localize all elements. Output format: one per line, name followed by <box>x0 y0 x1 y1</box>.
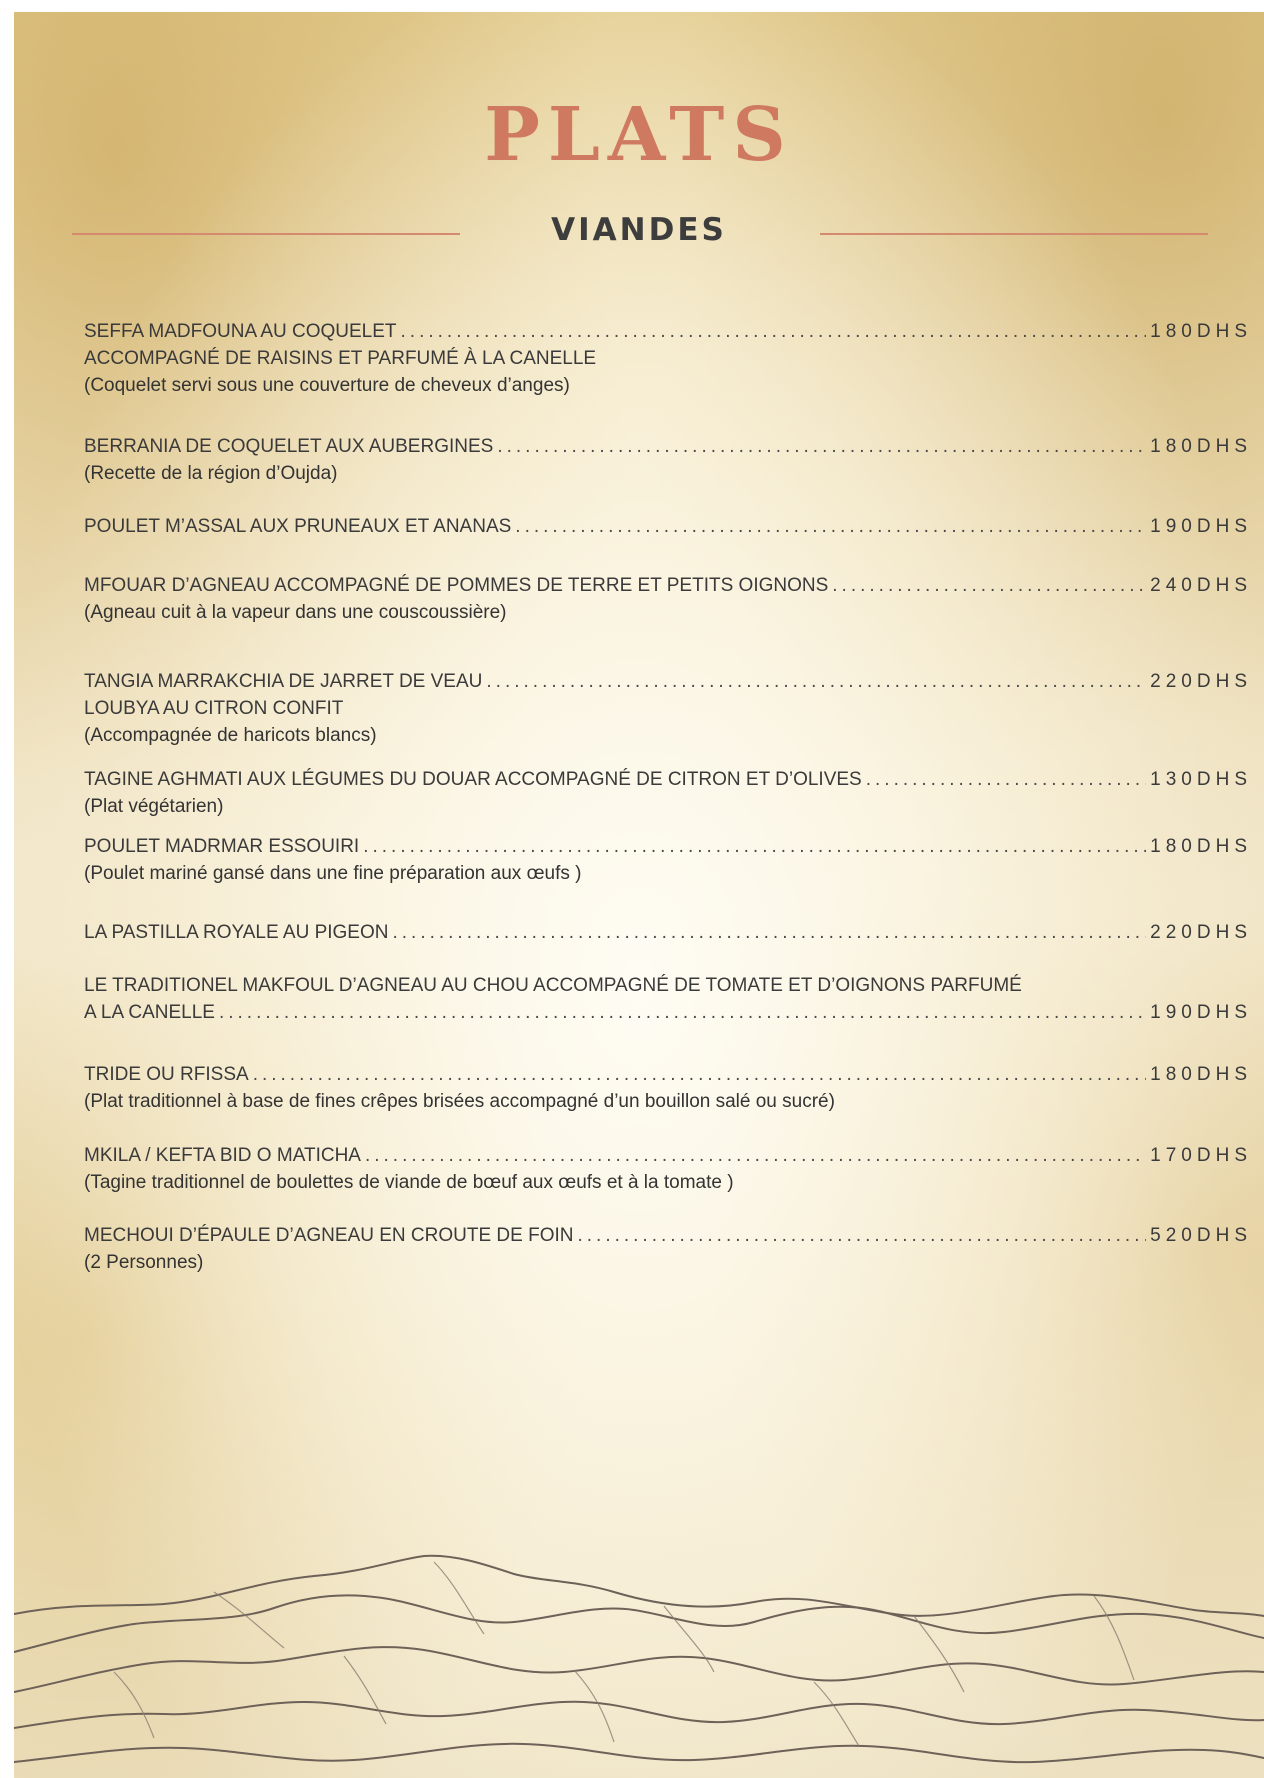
menu-item-line <box>84 1061 1252 1088</box>
menu-item-line <box>84 919 1252 946</box>
menu-item-line <box>84 572 1252 599</box>
dot-leader <box>219 999 1146 1026</box>
menu-item <box>84 919 1252 946</box>
dish-price: 180DHS <box>1150 321 1252 342</box>
dish-note: (Agneau cuit à la vapeur dans une couscoussière) <box>84 602 507 623</box>
menu-item <box>84 318 1252 399</box>
dish-name: TANGIA MARRAKCHIA DE JARRET DE VEAU <box>84 671 483 692</box>
menu-item <box>84 1142 1252 1196</box>
divider-right <box>820 233 1208 235</box>
menu-item <box>84 766 1252 820</box>
menu-item <box>84 668 1252 749</box>
mountain-illustration <box>14 1552 1264 1778</box>
dot-leader <box>365 1142 1146 1169</box>
dot-leader <box>253 1061 1146 1088</box>
dish-name: A LA CANELLE <box>84 1002 215 1023</box>
menu-item <box>84 572 1252 626</box>
dish-name: MFOUAR D’AGNEAU ACCOMPAGNÉ DE POMMES DE TERRE ET PETITS OIGNONS <box>84 575 829 596</box>
section-header <box>14 212 1264 256</box>
dish-name: BERRANIA DE COQUELET AUX AUBERGINES <box>84 436 494 457</box>
dish-name: MKILA / KEFTA BID O MATICHA <box>84 1145 361 1166</box>
dish-price: 180DHS <box>1150 1064 1252 1085</box>
menu-item-line <box>84 513 1252 540</box>
dish-price: 220DHS <box>1150 922 1252 943</box>
dish-name: MECHOUI D’ÉPAULE D’AGNEAU EN CROUTE DE FOIN <box>84 1225 574 1246</box>
dish-price: 520DHS <box>1150 1225 1252 1246</box>
menu-item <box>84 833 1252 887</box>
dot-leader <box>392 919 1146 946</box>
dish-note: (Accompagnée de haricots blancs) <box>84 725 377 746</box>
dot-leader <box>363 833 1146 860</box>
menu-item-line <box>84 1222 1252 1249</box>
page-title: PLATS <box>484 92 794 178</box>
dish-name: POULET MADRMAR ESSOUIRI <box>84 836 360 857</box>
dish-note: (Poulet mariné gansé dans une fine préparation aux œufs ) <box>84 863 582 884</box>
dish-name: POULET M’ASSAL AUX PRUNEAUX ET ANANAS <box>84 516 512 537</box>
dish-price: 190DHS <box>1150 516 1252 537</box>
dot-leader <box>486 668 1146 695</box>
dot-leader <box>497 433 1146 460</box>
menu-item-line <box>84 833 1252 860</box>
menu-item <box>84 1222 1252 1276</box>
dish-price: 180DHS <box>1150 436 1252 457</box>
dish-subtitle: ACCOMPAGNÉ DE RAISINS ET PARFUMÉ À LA CANELLE <box>84 348 597 369</box>
dish-name: TAGINE AGHMATI AUX LÉGUMES DU DOUAR ACCOMPAGNÉ DE CITRON ET D’OLIVES <box>84 769 862 790</box>
dish-note: (Plat végétarien) <box>84 796 224 817</box>
dish-note: (Tagine traditionnel de boulettes de viande de bœuf aux œufs et à la tomate ) <box>84 1172 734 1193</box>
dish-price: 170DHS <box>1150 1145 1252 1166</box>
dish-price: 190DHS <box>1150 1002 1252 1023</box>
menu-page <box>14 12 1264 1778</box>
dot-leader <box>401 318 1147 345</box>
dish-name: SEFFA MADFOUNA AU COQUELET <box>84 321 397 342</box>
dot-leader <box>515 513 1146 540</box>
menu-item <box>84 433 1252 487</box>
menu-item-line <box>84 318 1252 345</box>
dish-note: (Plat traditionnel à base de fines crêpes brisées accompagné d’un bouillon salé ou sucré) <box>84 1091 835 1112</box>
menu-item <box>84 513 1252 540</box>
dot-leader <box>832 572 1146 599</box>
dish-note: (Coquelet servi sous une couverture de cheveux d’anges) <box>84 375 570 396</box>
dish-name: TRIDE OU RFISSA <box>84 1064 249 1085</box>
dish-subtitle: LOUBYA AU CITRON CONFIT <box>84 698 344 719</box>
dish-price: 220DHS <box>1150 671 1252 692</box>
dot-leader <box>577 1222 1146 1249</box>
menu-item <box>84 972 1252 1026</box>
menu-item-line <box>84 766 1252 793</box>
menu-item-line <box>84 433 1252 460</box>
dish-name-first-line: LE TRADITIONEL MAKFOUL D’AGNEAU AU CHOU ACCOMPAGNÉ DE TOMATE ET D’OIGNONS PARFUMÉ <box>84 975 1022 996</box>
dish-price: 240DHS <box>1150 575 1252 596</box>
menu-item-line <box>84 1142 1252 1169</box>
section-title: VIANDES <box>551 212 727 248</box>
dot-leader <box>866 766 1146 793</box>
dish-name: LA PASTILLA ROYALE AU PIGEON <box>84 922 389 943</box>
dish-note: (2 Personnes) <box>84 1252 204 1273</box>
dish-note: (Recette de la région d’Oujda) <box>84 463 338 484</box>
menu-item-line <box>84 999 1252 1026</box>
menu-item <box>84 1061 1252 1115</box>
dish-price: 180DHS <box>1150 836 1252 857</box>
menu-item-line <box>84 668 1252 695</box>
dish-price: 130DHS <box>1150 769 1252 790</box>
